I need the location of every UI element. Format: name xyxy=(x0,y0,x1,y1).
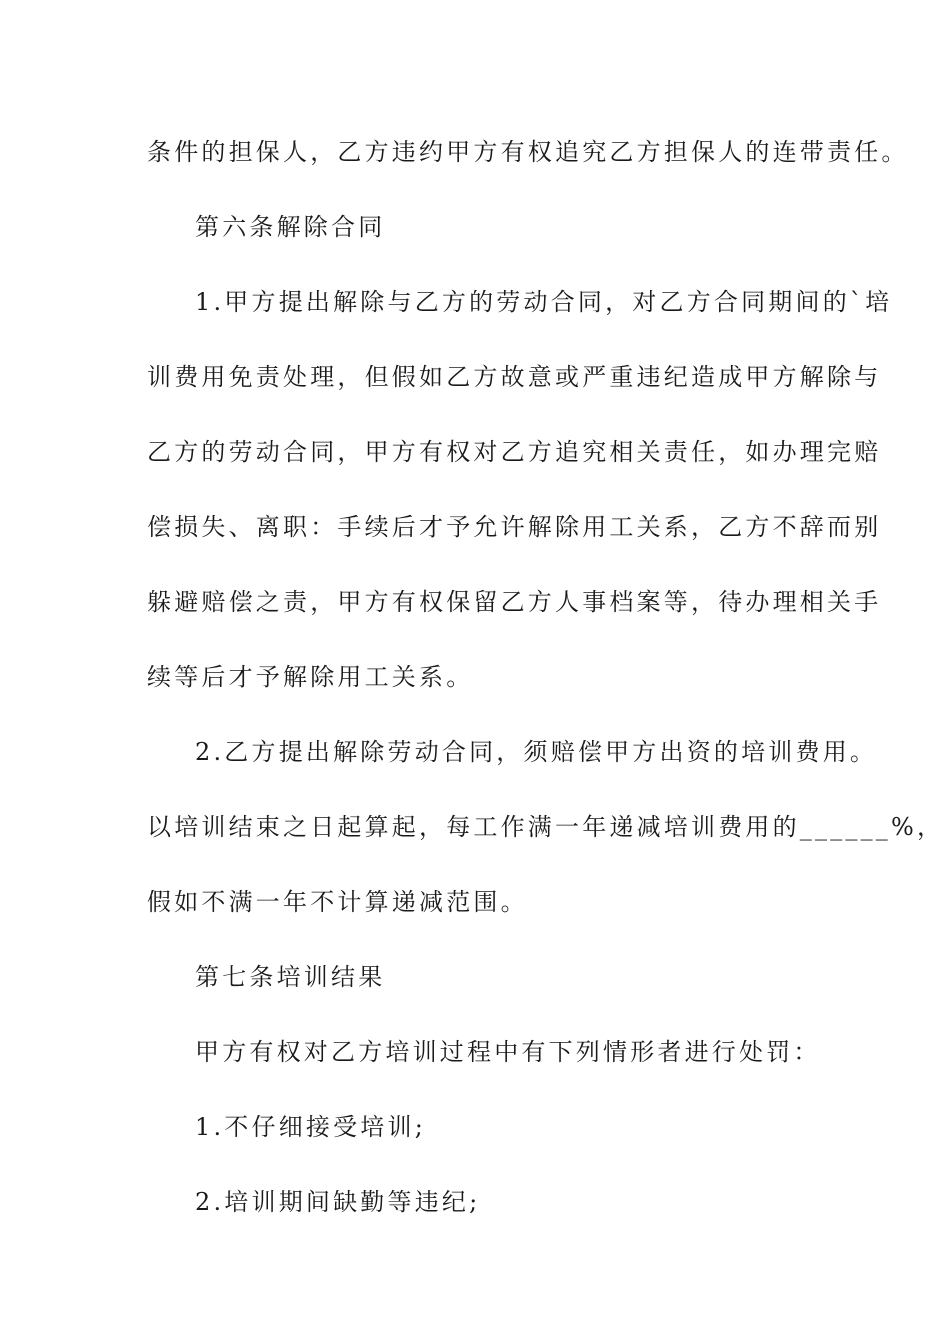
paragraph-line: 1.甲方提出解除与乙方的劳动合同，对乙方合同期间的`培 xyxy=(195,288,893,316)
paragraph-line: 2.乙方提出解除劳动合同，须赔偿甲方出资的培训费用。 xyxy=(195,738,878,766)
paragraph-line: 乙方的劳动合同，甲方有权对乙方追究相关责任，如办理完赔 xyxy=(147,438,882,466)
paragraph-line: 甲方有权对乙方培训过程中有下列情形者进行处罚： xyxy=(195,1038,821,1066)
section-heading: 第六条解除合同 xyxy=(195,213,386,241)
list-item: 1.不仔细接受培训; xyxy=(195,1113,426,1141)
list-item: 2.培训期间缺勤等违纪; xyxy=(195,1188,481,1216)
paragraph-line: 训费用免责处理，但假如乙方故意或严重违纪造成甲方解除与 xyxy=(147,363,882,391)
section-heading: 第七条培训结果 xyxy=(195,963,386,991)
paragraph-line: 偿损失、离职：手续后才予允许解除用工关系，乙方不辞而别 xyxy=(147,513,882,541)
paragraph-line: 续等后才予解除用工关系。 xyxy=(147,663,474,691)
paragraph-line: 假如不满一年不计算递减范围。 xyxy=(147,888,528,916)
paragraph-line: 条件的担保人，乙方违约甲方有权追究乙方担保人的连带责任。 xyxy=(147,138,909,166)
paragraph-line: 躲避赔偿之责，甲方有权保留乙方人事档案等，待办理相关手 xyxy=(147,588,882,616)
paragraph-line: 以培训结束之日起算起，每工作满一年递减培训费用的______%， xyxy=(147,813,945,841)
